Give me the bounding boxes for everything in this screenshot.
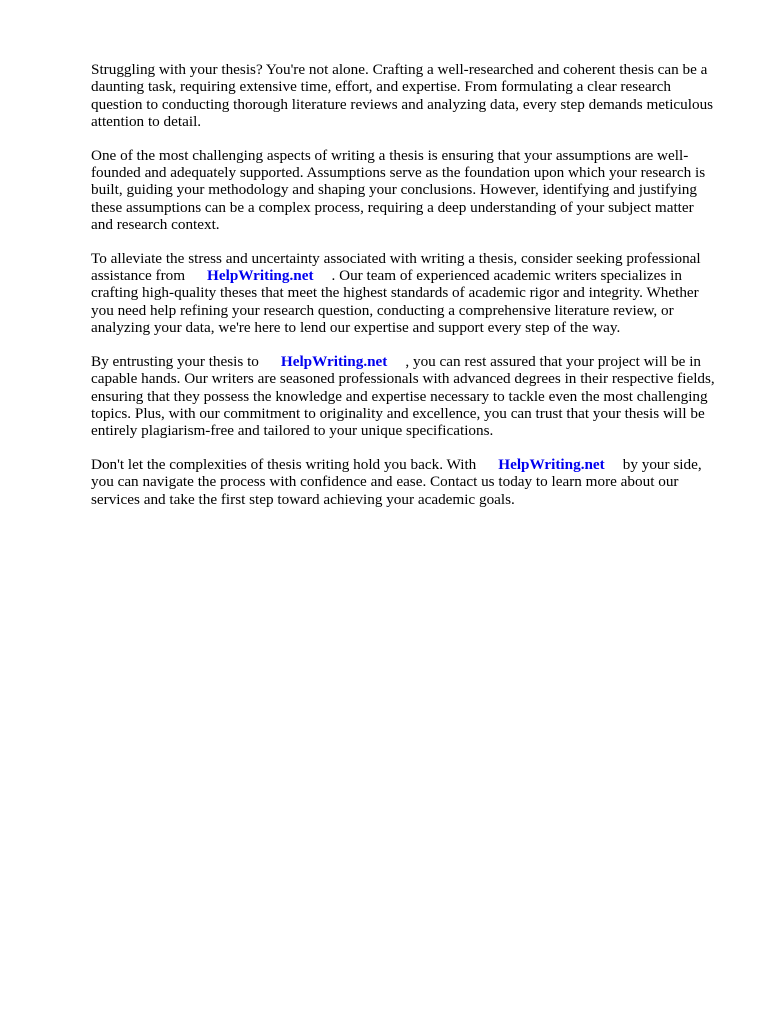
paragraph-assistance (91, 250, 716, 337)
helpwriting-link-2[interactable]: HelpWriting.net (280, 352, 388, 370)
paragraph-entrusting-text-before: By entrusting your thesis to (91, 352, 259, 370)
paragraph-closing-text-after: by your side, you can navigate the process with confidence and ease. Contact us today to learn more about our services and take the first step toward achieving your academic goals. (91, 455, 702, 508)
paragraph-assistance-text-before: To alleviate the stress and uncertainty associated with writing a thesis, consider seeking professional assistance from (91, 249, 701, 285)
paragraph-entrusting (91, 353, 716, 440)
paragraph-intro (91, 61, 716, 131)
paragraph-assumptions (91, 147, 716, 234)
helpwriting-link-1[interactable]: HelpWriting.net (207, 267, 314, 285)
paragraph-entrusting-text-after: , you can rest assured that your project will be in capable hands. Our writers are seasoned professionals with advanced degrees in their respective fields, ensuring that they possess the knowledge and expertise necessary to tackle even the most challenging topics. Plus, with our commitment to originality and excellence, you can trust that your thesis will be entirely plagiarism-free and tailored to your unique specifications. (91, 352, 715, 440)
helpwriting-link-3[interactable]: HelpWriting.net (498, 455, 605, 473)
paragraph-closing-text-before: Don't let the complexities of thesis writing hold you back. With (91, 455, 477, 473)
paragraph-assistance-text-after: . Our team of experienced academic writers specializes in crafting high-quality theses that meet the highest standards of academic rigor and integrity. Whether you need help refining your research question, conducting a comprehensive literature review, or analyzing your data, we're here to lend our expertise and support every step of the way. (91, 267, 699, 337)
paragraph-intro-text: Struggling with your thesis? You're not alone. Crafting a well-researched and coherent thesis can be a daunting task, requiring extensive time, effort, and expertise. From formulating a clear research question to conducting thorough literature reviews and analyzing data, every step demands meticulous attention to detail. (91, 61, 714, 131)
paragraph-assumptions-text: One of the most challenging aspects of writing a thesis is ensuring that your assumptions are well-founded and adequately supported. Assumptions serve as the foundation upon which your research is built, guiding your methodology and shaping your conclusions. However, identifying and justifying these assumptions can be a complex process, requiring a deep understanding of your subject matter and research context. (91, 146, 706, 234)
paragraph-closing (91, 456, 716, 508)
document-body (91, 61, 716, 524)
